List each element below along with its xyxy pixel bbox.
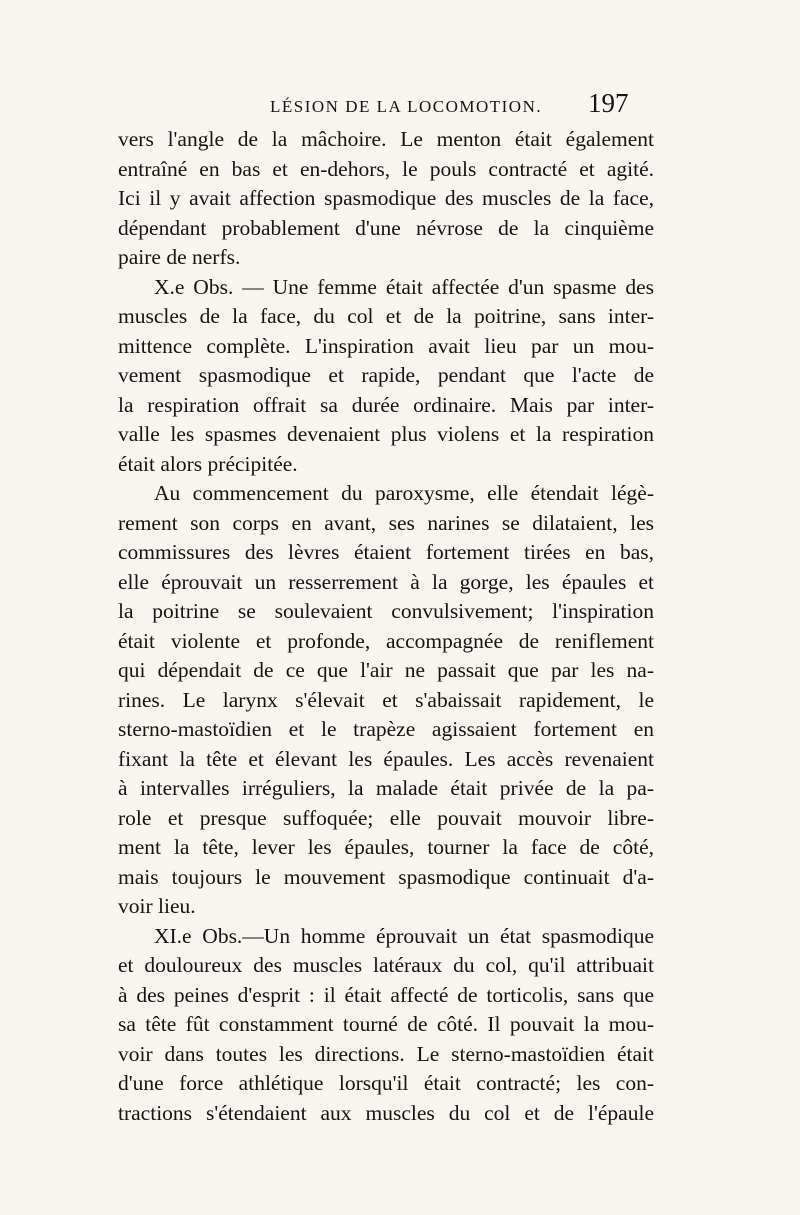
text-line: Ici il y avait affection spasmodique des muscles de la face, bbox=[118, 186, 654, 210]
running-title: LÉSION DE LA LOCOMOTION. bbox=[270, 97, 543, 116]
text-line: voir dans toutes les directions. Le sterno-mastoïdien était bbox=[118, 1041, 654, 1066]
text-line: à intervalles irréguliers, la malade était privée de la pa- bbox=[118, 776, 654, 800]
text-line: qui dépendait de ce que l'air ne passait que par les na- bbox=[118, 658, 654, 682]
text-line: dépendant probablement d'une névrose de la cinquième bbox=[118, 215, 654, 240]
text-line: X.e Obs. — Une femme était affectée d'un spasme des bbox=[154, 274, 654, 299]
text-line: vement spasmodique et rapide, pendant que l'acte de bbox=[118, 363, 654, 387]
text-line: mittence complète. L'inspiration avait lieu par un mou- bbox=[118, 333, 654, 358]
text-line: commissures des lèvres étaient fortement tirées en bas, bbox=[118, 540, 654, 564]
text-line: d'une force athlétique lorsqu'il était contracté; les con- bbox=[118, 1071, 654, 1095]
text-line: valle les spasmes devenaient plus violens et la respiration bbox=[118, 422, 654, 446]
text-line: elle éprouvait un resserrement à la gorge, les épaules et bbox=[118, 569, 654, 594]
text-line: était alors précipitée. bbox=[118, 451, 298, 476]
page-number: 197 bbox=[588, 88, 629, 118]
text-line: tractions s'étendaient aux muscles du col et de l'épaule bbox=[118, 1100, 654, 1125]
text-line: la poitrine se soulevaient convulsivement; l'inspiration bbox=[118, 599, 654, 623]
text-line: était violente et profonde, accompagnée de reniflement bbox=[118, 628, 654, 653]
text-line: role et presque suffoquée; elle pouvait mouvoir libre- bbox=[118, 805, 654, 830]
text-line: rement son corps en avant, ses narines se dilataient, les bbox=[118, 510, 654, 535]
text-line: et douloureux des muscles latéraux du col, qu'il attribuait bbox=[118, 953, 654, 977]
text-line: à des peines d'esprit : il était affecté de torticolis, sans que bbox=[118, 982, 654, 1007]
body-text bbox=[118, 125, 654, 1128]
text-line: XI.e Obs.—Un homme éprouvait un état spasmodique bbox=[154, 923, 654, 948]
text-line: ment la tête, lever les épaules, tourner la face de côté, bbox=[118, 835, 654, 859]
text-line: entraîné en bas et en-dehors, le pouls contracté et agité. bbox=[118, 156, 654, 181]
text-line: voir lieu. bbox=[118, 894, 196, 918]
text-line: mais toujours le mouvement spasmodique continuait d'a- bbox=[118, 864, 654, 889]
text-line: vers l'angle de la mâchoire. Le menton était également bbox=[118, 127, 654, 151]
text-line: paire de nerfs. bbox=[118, 245, 241, 269]
text-line: fixant la tête et élevant les épaules. Les accès revenaient bbox=[118, 746, 654, 771]
text-line: muscles de la face, du col et de la poitrine, sans inter- bbox=[118, 304, 654, 328]
text-line: Au commencement du paroxysme, elle étendait légè- bbox=[154, 481, 654, 505]
text-line: sterno-mastoïdien et le trapèze agissaient fortement en bbox=[118, 717, 654, 741]
text-line: sa tête fût constamment tourné de côté. Il pouvait la mou- bbox=[118, 1012, 654, 1036]
text-line: la respiration offrait sa durée ordinaire. Mais par inter- bbox=[118, 392, 654, 417]
text-line: rines. Le larynx s'élevait et s'abaissait rapidement, le bbox=[118, 687, 654, 712]
